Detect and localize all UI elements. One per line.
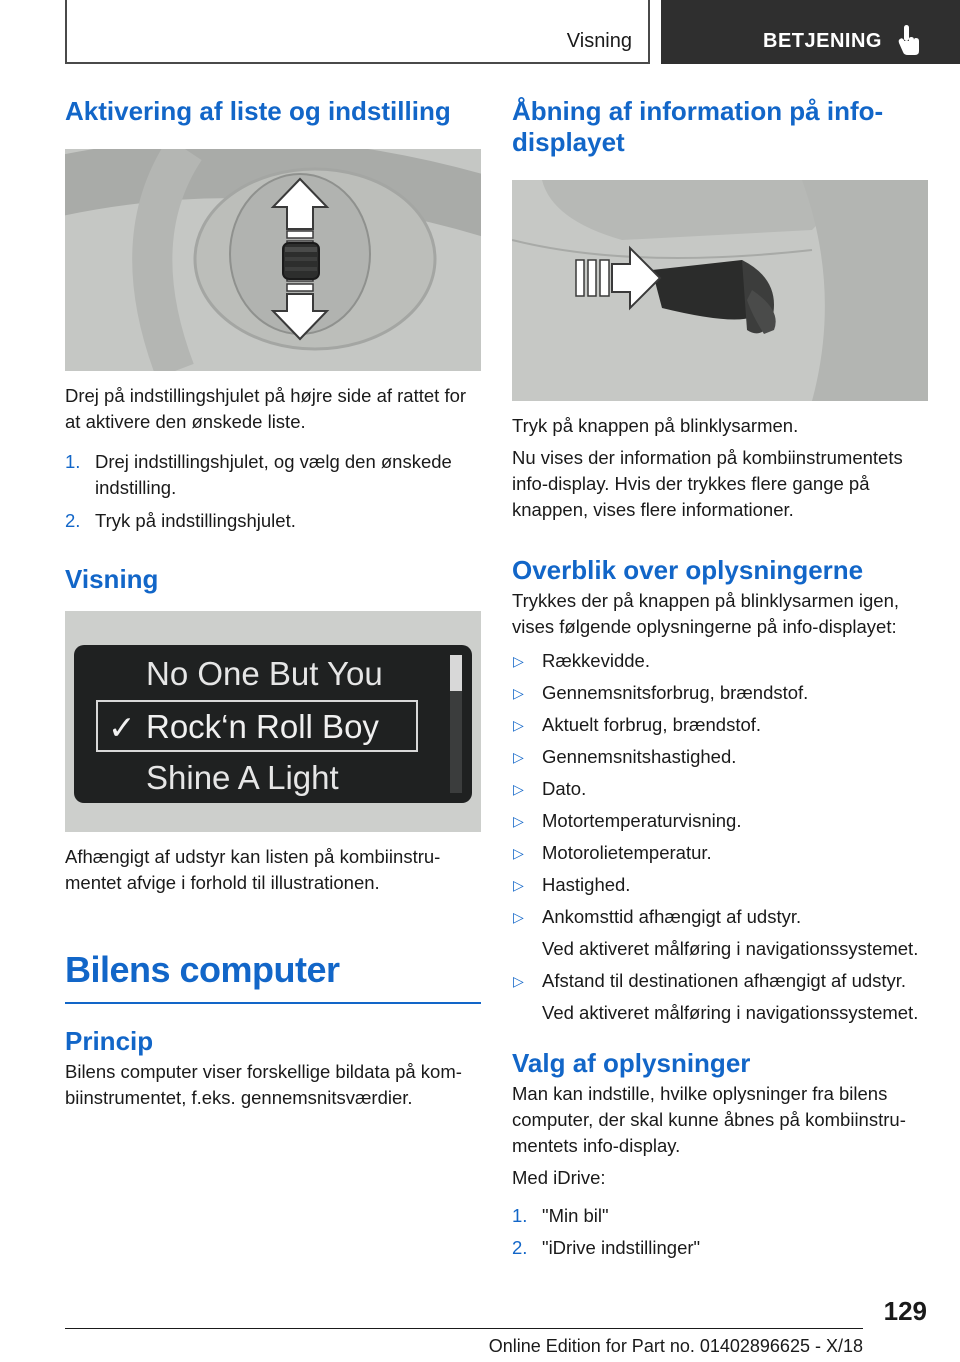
header-chapter-tab [661, 0, 960, 64]
list-item [512, 776, 928, 802]
bullet-triangle-icon: ▷ [513, 973, 524, 989]
overview-list [512, 648, 928, 1026]
list-item-text: Gennemsnitshastighed. [542, 746, 737, 767]
text-idrive: Med iDrive: [512, 1167, 606, 1188]
display-screen [74, 645, 472, 803]
list-item [65, 508, 481, 534]
list-item-text: Afstand til destinationen afhængigt af udstyr. [542, 970, 907, 991]
list-item [512, 808, 928, 834]
list-item-text: Gennemsnitsforbrug, brændstof. [542, 682, 809, 703]
step-text: Tryk på indstillingshjulet. [95, 510, 296, 531]
heading-principle: Princip [65, 1026, 154, 1056]
list-item-text: Hastighed. [542, 874, 631, 895]
list-item-subtext: Ved aktiveret målføring i navigationssystemet. [542, 1002, 919, 1023]
list-item [512, 840, 928, 866]
step-number: 1. [512, 1205, 528, 1226]
bullet-triangle-icon: ▷ [513, 653, 524, 669]
header-section-box [65, 0, 650, 64]
step-number: 1. [65, 451, 81, 472]
text-principle: Bilens computer viser forskellige bildata på kombiinstrumentet, f.eks. gennemsnitsværdier. [65, 1061, 462, 1108]
bullet-triangle-icon: ▷ [513, 749, 524, 765]
bullet-triangle-icon: ▷ [513, 845, 524, 861]
text-opening-1: Tryk på knappen på blinklysarmen. [512, 415, 799, 436]
heading-computer: Bilens computer [65, 949, 340, 990]
text-display: Afhængigt af udstyr kan listen på kombiinstrumentet afvige i forhold til illustrationen. [65, 846, 441, 893]
text-selection: Man kan indstille, hvilke oplysninger fra bilens computer, der skal kunne åbnes på kombiinstrumentets info-display. [512, 1083, 906, 1156]
bullet-triangle-icon: ▷ [513, 877, 524, 893]
text-overview: Trykkes der på knappen på blinklysarmen igen, vises følgende oplysningerne på info-displayet: [512, 590, 899, 637]
display-list-illustration [65, 611, 481, 832]
bullet-triangle-icon: ▷ [513, 685, 524, 701]
display-item: Shine A Light [146, 759, 339, 796]
bullet-triangle-icon: ▷ [513, 909, 524, 925]
display-item: No One But You [146, 655, 383, 692]
hand-pointer-icon [896, 24, 922, 56]
header-section-title: Visning [566, 30, 632, 52]
list-item-text: Motortemperaturvisning. [542, 810, 742, 831]
right-column [512, 96, 928, 1261]
text-opening-2: Nu vises der information på kombiinstrumentets info-display. Hvis der trykkes flere gange på knappen, vises flere informationer. [512, 447, 903, 520]
list-item [512, 872, 928, 898]
heading-rule [65, 1002, 481, 1004]
list-item [512, 744, 928, 770]
selection-steps [512, 1203, 928, 1261]
activation-steps [65, 449, 481, 534]
steering-wheel-illustration [65, 149, 481, 371]
list-item [512, 680, 928, 706]
list-item [512, 1235, 928, 1261]
step-text: "Min bil" [542, 1205, 609, 1226]
list-item-text: Dato. [542, 778, 587, 799]
list-item [512, 712, 928, 738]
bullet-triangle-icon: ▷ [513, 813, 524, 829]
list-item [65, 449, 481, 501]
footer-rule [65, 1328, 863, 1329]
heading-display: Visning [65, 564, 159, 594]
step-text: "iDrive indstillinger" [542, 1237, 701, 1258]
check-icon: ✓ [108, 709, 136, 746]
list-item [512, 968, 928, 1026]
footer-edition: Online Edition for Part no. 01402896625 - X/18 [488, 1336, 863, 1356]
list-item [512, 1203, 928, 1229]
display-scrollbar [450, 655, 462, 793]
bullet-triangle-icon: ▷ [513, 717, 524, 733]
header-chapter-title: BETJENING [763, 30, 882, 52]
page-number: 129 [883, 1296, 927, 1326]
turn-signal-lever-illustration [512, 180, 928, 401]
heading-selection: Valg af oplysninger [512, 1048, 751, 1078]
step-number: 2. [65, 510, 81, 531]
step-number: 2. [512, 1237, 528, 1258]
heading-overview: Overblik over oplysningerne [512, 555, 864, 585]
list-item [512, 648, 928, 674]
text-activation: Drej på indstillingshjulet på højre side af rattet for at aktivere den ønskede liste. [65, 385, 467, 432]
step-text: Drej indstillingshjulet, og vælg den ønskede indstilling. [95, 451, 452, 498]
list-item-text: Ankomsttid afhængigt af udstyr. [542, 906, 802, 927]
list-item-text: Rækkevidde. [542, 650, 650, 671]
list-item [512, 904, 928, 962]
list-item-text: Aktuelt forbrug, brændstof. [542, 714, 762, 735]
bullet-triangle-icon: ▷ [513, 781, 524, 797]
display-item-selected [96, 700, 418, 752]
heading-activation: Aktivering af liste og indstilling [65, 96, 451, 126]
list-item-text: Motorolietemperatur. [542, 842, 712, 863]
list-item-subtext: Ved aktiveret målføring i navigationssystemet. [542, 938, 919, 959]
left-column [65, 96, 481, 1111]
heading-opening: Åbning af information på infodisplayet [512, 96, 884, 157]
scrollbar-thumb [450, 655, 462, 691]
display-item: Rock‘n Roll Boy [146, 708, 379, 745]
